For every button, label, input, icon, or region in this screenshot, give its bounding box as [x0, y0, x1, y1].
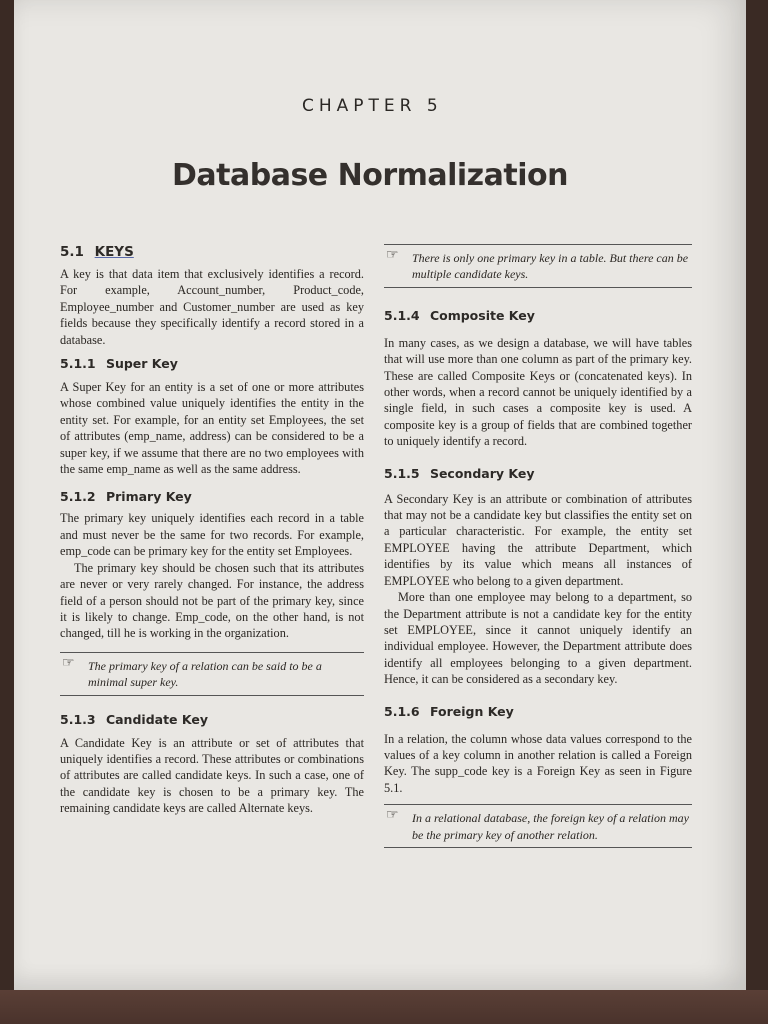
subsection-title: Secondary Key	[429, 465, 535, 481]
note-text: The primary key of a relation can be said to be a minimal super key.	[88, 658, 322, 690]
secondary-key-paragraph-2: More than one employee may belong to a department, so the Department attribute is not a candidate key for the entity set EMPLOYEE, since it cannot uniquely identify an individual employee. However, the Department attribute does identify all employees belonging to a given department. Hence, it can be considered as a secondary key.	[384, 590, 692, 687]
subsection-title: Composite Key	[429, 307, 535, 323]
chapter-title: Database Normalization	[172, 158, 568, 193]
chapter-label: CHAPTER 5	[302, 96, 443, 116]
section-title: KEYS	[94, 244, 134, 260]
subsection-number: 5.1.1	[60, 356, 96, 372]
subsection-title: Primary Key	[105, 489, 192, 505]
foreign-key-paragraph: In a relation, the column whose data values correspond to the values of a key column in another relation is called a Foreign Key. The supp_code key is a Foreign Key as seen in Figure 5.1.	[384, 731, 692, 795]
section-heading	[60, 244, 364, 260]
subsection-number: 5.1.3	[60, 711, 96, 727]
note-box	[60, 652, 364, 696]
subsection-heading	[60, 356, 364, 371]
secondary-key-paragraph-1: A Secondary Key is an attribute or combination of attributes that may not be a candidate key but classifies the entity set on a particular characteristic. For example, the entity set EMPLOYEE having the attribute Department, which identifies by its value which means all instances of EMPLOYEE who belong to a given department.	[384, 491, 692, 588]
subsection-title: Super Key	[105, 356, 178, 372]
pointing-hand-icon: ☞	[386, 248, 399, 263]
left-column	[60, 244, 364, 817]
primary-key-paragraph-1: The primary key uniquely identifies each record in a table and must never be the same for two records. For example, emp_code can be primary key for the entity set Employees.	[60, 511, 364, 559]
subsection-number: 5.1.2	[60, 489, 96, 505]
subsection-number: 5.1.4	[384, 307, 420, 323]
subsection-heading	[60, 489, 364, 504]
subsection-heading	[384, 704, 692, 719]
candidate-key-paragraph: A Candidate Key is an attribute or set of attributes that uniquely identifies a record. These attributes or combinations of attributes are called candidate keys. In such a case, one of the candidate key is chosen to be a primary key. The remaining candidate keys are called Alternate keys.	[60, 735, 364, 816]
subsection-number: 5.1.6	[384, 703, 420, 719]
primary-key-paragraph-2: The primary key should be chosen such that its attributes are never or very rarely changed. For instance, the address field of a person should not be part of the primary key, since it is likely to change. Emp_code, on the other hand, is not changed, till he is working in the organization.	[60, 560, 364, 641]
desk-surface	[0, 990, 768, 1024]
subsection-title: Foreign Key	[429, 703, 514, 719]
subsection-title: Candidate Key	[105, 711, 208, 727]
note-text: In a relational database, the foreign key of a relation may be the primary key of another relation.	[412, 811, 689, 842]
pointing-hand-icon: ☞	[62, 655, 75, 671]
subsection-heading	[60, 712, 364, 727]
pointing-hand-icon: ☞	[386, 808, 399, 824]
subsection-heading	[384, 466, 692, 481]
book-page	[14, 0, 746, 990]
section-number: 5.1	[60, 244, 84, 260]
super-key-paragraph: A Super Key for an entity is a set of one or more attributes whose combined value uniquely identifies the entity in the entity set. For example, for an entity set Employees, the set of attributes (emp_name, address) can be considered to be a super key, if we assume that there are no two employees with the same emp_name as well as the same address.	[60, 380, 364, 477]
note-box	[384, 804, 692, 848]
note-text: There is only one primary key in a table. But there can be multiple candidate keys.	[412, 251, 689, 282]
composite-key-paragraph: In many cases, as we design a database, we will have tables that will use more than one column as part of the primary key. These are called Composite Keys or (concatenated keys). In other words, when a record cannot be uniquely identified by a single field, in such cases a composite key is used. A composite key is a group of fields that are combined together to uniquely identify a record.	[384, 335, 692, 449]
subsection-number: 5.1.5	[384, 465, 420, 481]
keys-paragraph: A key is that data item that exclusively identifies a record. For example, Account_number, Product_code, Employee_number and Customer_number are used as key fields because they specifically identify a record stored in a database.	[60, 267, 364, 347]
right-column	[384, 244, 692, 848]
note-box	[384, 244, 692, 288]
subsection-heading	[384, 308, 692, 323]
